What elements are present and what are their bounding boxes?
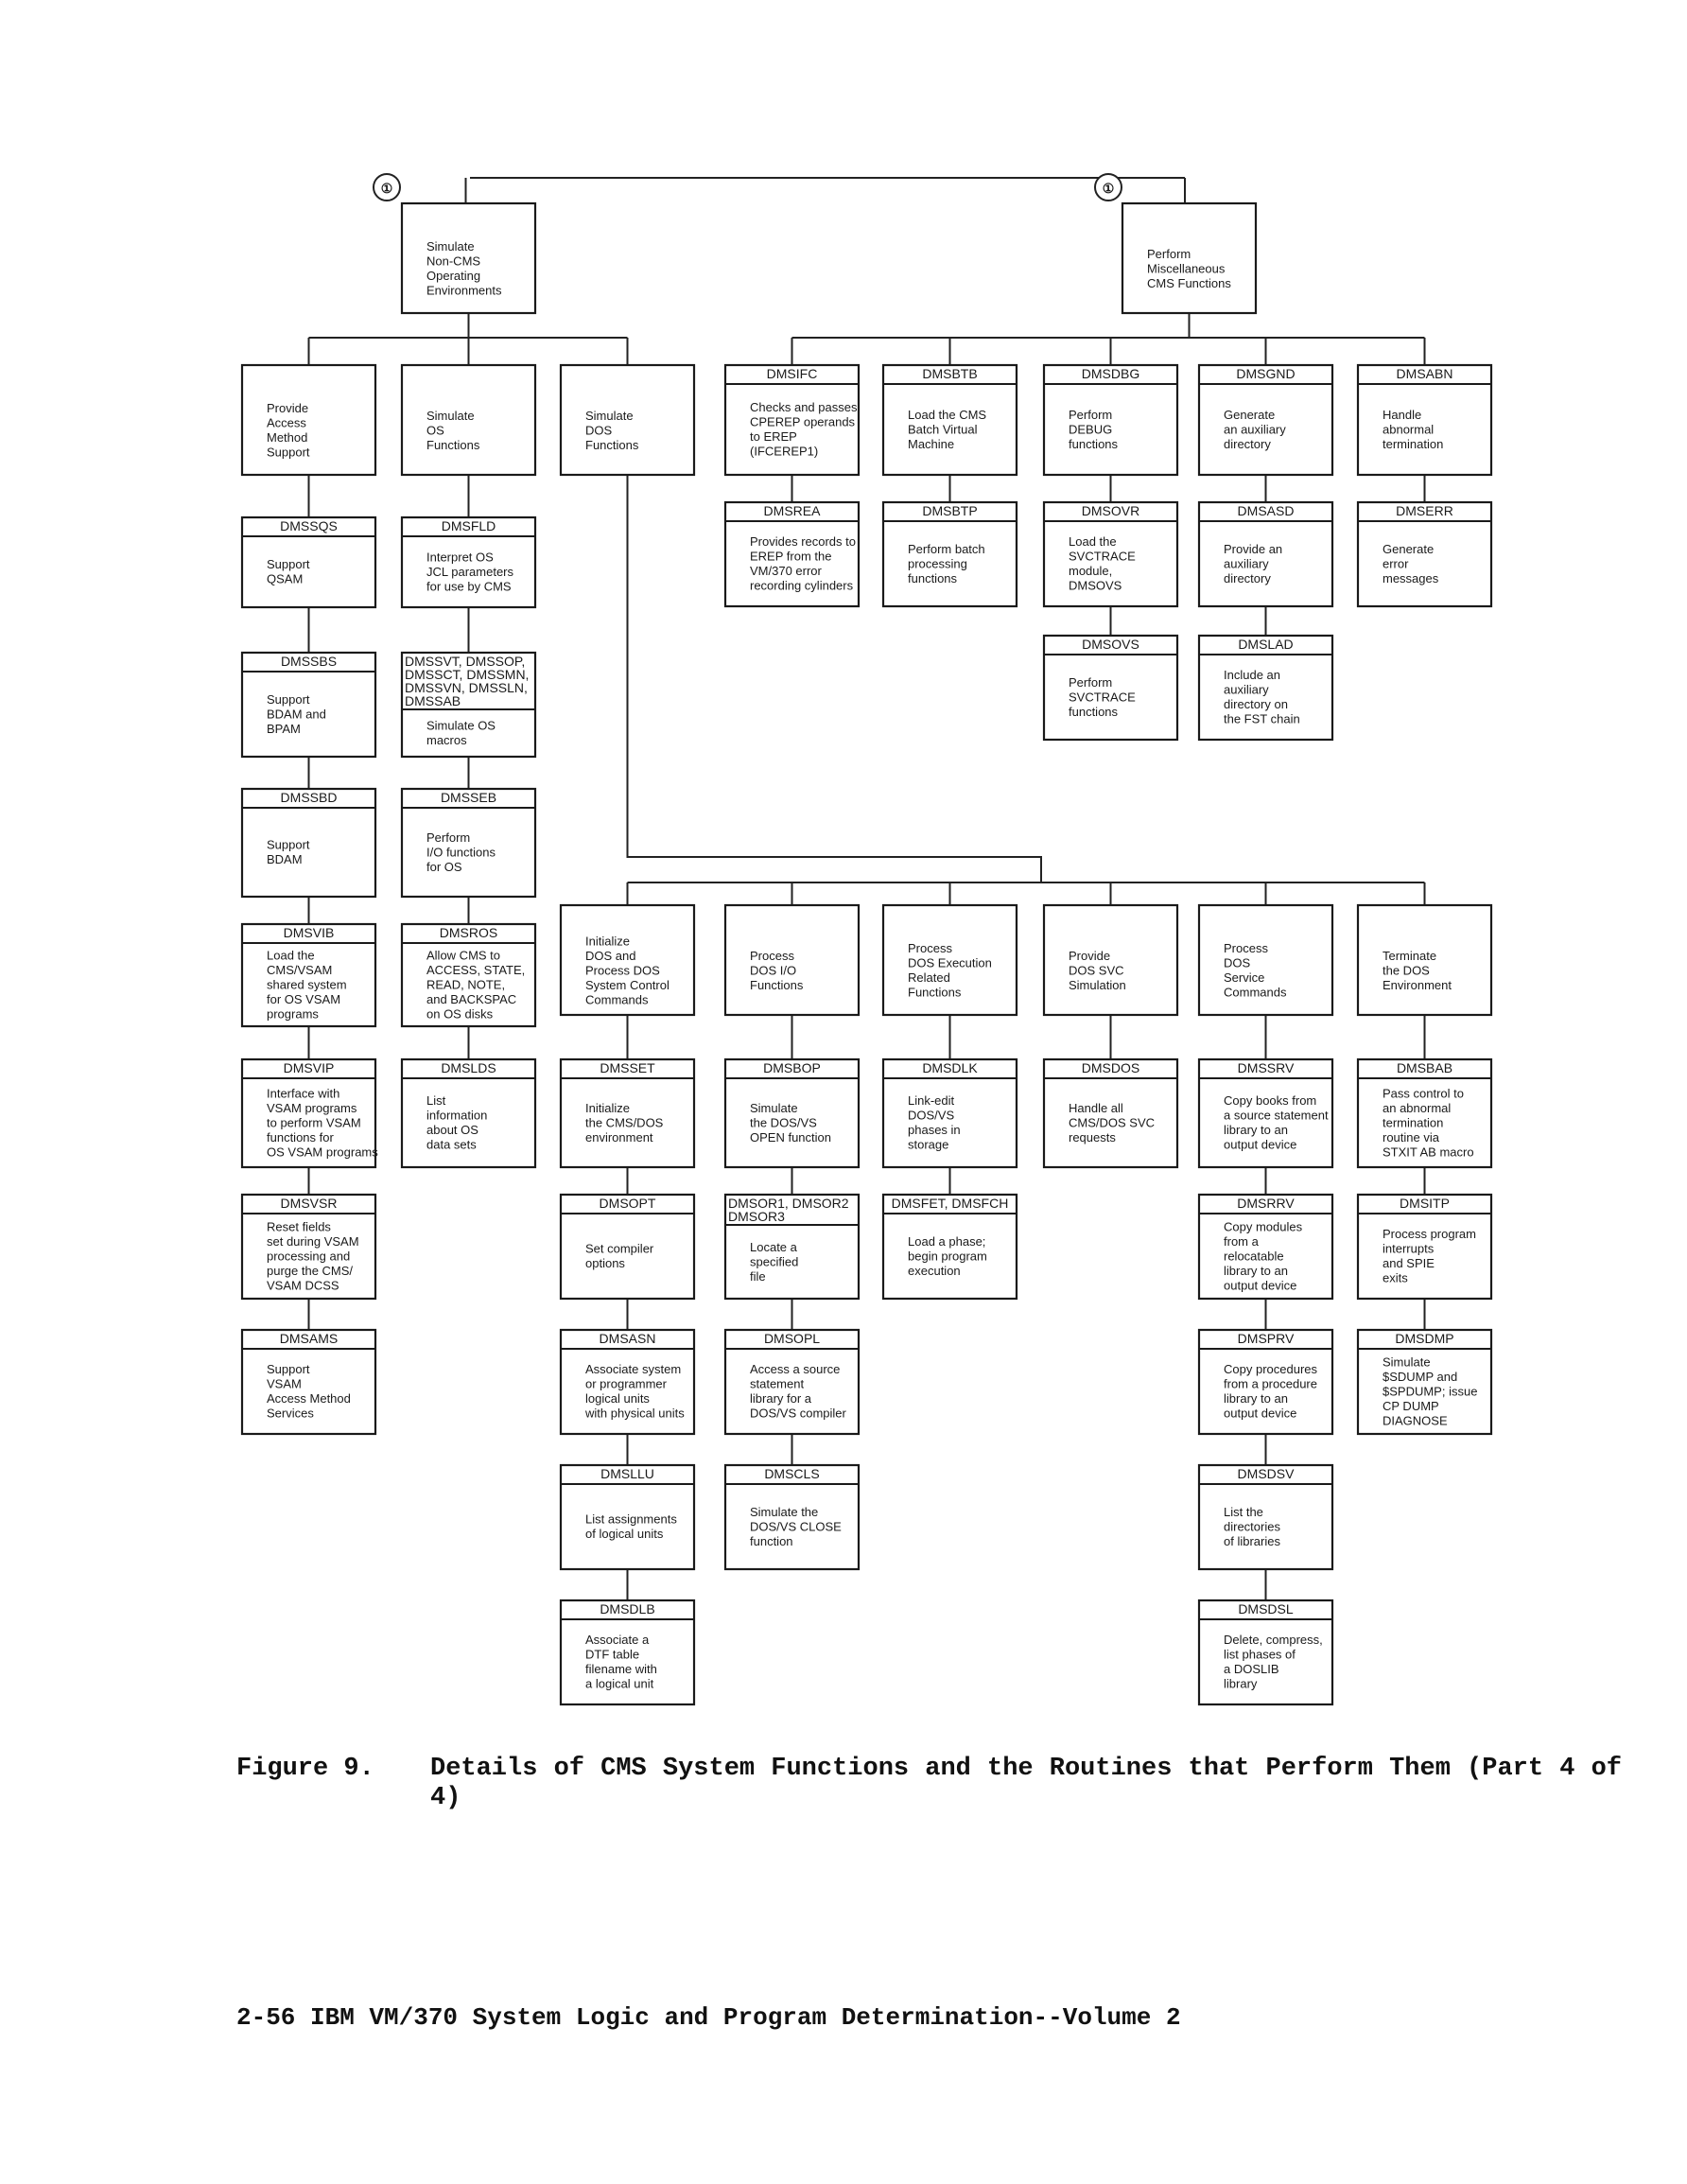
box-description: Allow CMS to ACCESS, STATE, READ, NOTE, and BACKSPAC on OS disks [426, 948, 526, 1022]
box-description: Simulate OS macros [426, 718, 496, 747]
box-description: Simulate OS Functions [426, 408, 480, 452]
box-outline [1358, 365, 1491, 475]
box-description: Handle all CMS/DOS SVC requests [1069, 1100, 1156, 1144]
module-box-dmsdmp [1358, 1330, 1491, 1434]
offpage-connector-label: ① [1102, 182, 1115, 197]
offpage-connector-label: ① [380, 182, 393, 197]
module-name: DMSRRV [1237, 1196, 1295, 1211]
module-name: DMSVIP [283, 1060, 335, 1075]
box-description: Simulate DOS Functions [585, 408, 639, 452]
box-description: Support VSAM Access Method Services [267, 1362, 351, 1421]
box-description: Provide an auxiliary directory [1224, 541, 1283, 585]
module-box-dmserr [1358, 502, 1491, 606]
module-box-dmsbtp [883, 502, 1017, 606]
module-name: DMSBOP [763, 1060, 821, 1075]
module-name: DMSSRV [1237, 1060, 1295, 1075]
function-box [1044, 905, 1177, 1015]
function-box [242, 365, 375, 475]
box-description: Support BDAM [267, 837, 310, 866]
module-name: DMSSBS [280, 654, 338, 669]
function-box [561, 905, 694, 1015]
box-description: Handle abnormal termination [1383, 407, 1444, 451]
module-name: DMSOPT [599, 1196, 656, 1211]
function-box [1358, 905, 1491, 1015]
module-box-dmsitp [1358, 1195, 1491, 1299]
module-box-dmslad [1199, 636, 1332, 740]
module-box-dmsset [561, 1059, 694, 1167]
module-box-dmssvt [402, 653, 535, 757]
module-name: DMSDOS [1081, 1060, 1140, 1075]
box-description: Perform Miscellaneous CMS Functions [1147, 246, 1231, 290]
module-name: DMSDLK [922, 1060, 978, 1075]
box-description: Perform batch processing functions [908, 541, 985, 585]
module-box-dmsabn [1358, 365, 1491, 475]
box-description: Simulate $SDUMP and $SPDUMP; issue CP DUMP DIAGNOSE [1383, 1354, 1478, 1428]
box-description: Pass control to an abnormal termination routine via STXIT AB macro [1383, 1086, 1474, 1160]
module-name: DMSOVS [1082, 637, 1139, 652]
module-name: DMSSEB [440, 790, 497, 805]
module-box-dmsovs [1044, 636, 1177, 740]
module-box-dmsrrv [1199, 1195, 1332, 1299]
module-name: DMSBAB [1396, 1060, 1453, 1075]
module-name: DMSAMS [279, 1331, 339, 1346]
box-description: Perform I/O functions for OS [426, 830, 496, 874]
box-description: Copy books from a source statement library to an output device [1224, 1093, 1329, 1152]
box-description: Provide Access Method Support [267, 401, 310, 460]
module-box-dmsfld [402, 517, 535, 607]
module-name: DMSDBG [1081, 366, 1140, 381]
module-name: DMSIFC [766, 366, 818, 381]
module-name: DMSABN [1396, 366, 1453, 381]
box-description: Provide DOS SVC Simulation [1069, 948, 1126, 992]
box-description: Process DOS Execution Related Functions [908, 941, 992, 1000]
nodes [242, 203, 1491, 1704]
box-description: Set compiler options [585, 1241, 654, 1270]
box-description: Interface with VSAM programs to perform VSAM functions for OS VSAM programs [267, 1086, 378, 1160]
module-name: DMSDLB [600, 1601, 655, 1616]
module-box-dmscls [725, 1465, 859, 1569]
box-description: Process program interrupts and SPIE exits [1383, 1227, 1476, 1285]
box-outline [1044, 905, 1177, 1015]
module-name: DMSOR1, DMSOR2 DMSOR3 [728, 1196, 849, 1224]
function-box [725, 905, 859, 1015]
box-description: List information about OS data sets [426, 1093, 488, 1152]
module-name: DMSGND [1236, 366, 1296, 381]
module-box-dmsdsl [1199, 1600, 1332, 1704]
figure-number: Figure 9. [236, 1755, 374, 1783]
module-box-dmsasd [1199, 502, 1332, 606]
module-box-dmssbs [242, 653, 375, 757]
root-function-box [402, 203, 535, 313]
module-name: DMSVIB [283, 925, 335, 940]
figure-title: Details of CMS System Functions and the Routines that Perform Them (Part 4 of 4) [430, 1755, 1622, 1812]
module-name: DMSSVT, DMSSOP, DMSSCT, DMSSMN, DMSSVN, DMSSLN, DMSSAB [405, 654, 530, 708]
box-description: Associate system or programmer logical units with physical units [585, 1362, 685, 1421]
box-description: Checks and passes CPEREP operands to EREP (IFCEREP1) [750, 400, 858, 459]
box-description: List the directories of libraries [1224, 1504, 1280, 1548]
box-description: Delete, compress, list phases of a DOSLIB library [1224, 1633, 1323, 1691]
module-box-dmsbtb [883, 365, 1017, 475]
module-name: DMSSBD [280, 790, 338, 805]
module-box-dmsopt [561, 1195, 694, 1299]
module-box-dmsllu [561, 1465, 694, 1569]
module-name: DMSPRV [1237, 1331, 1295, 1346]
box-description: Provides records to EREP from the VM/370 error recording cylinders [750, 534, 856, 593]
box-description: Terminate the DOS Environment [1383, 948, 1452, 992]
root-function-box [1122, 203, 1256, 313]
box-description: Reset fields set during VSAM processing and purge the CMS/ VSAM DCSS [267, 1219, 359, 1293]
module-name: DMSOPL [763, 1331, 821, 1346]
box-description: List assignments of logical units [585, 1511, 677, 1541]
module-box-dmsvib [242, 924, 375, 1026]
box-description: Simulate Non-CMS Operating Environments [426, 239, 502, 298]
module-box-dmssqs [242, 517, 375, 607]
module-name: DMSDSV [1237, 1466, 1295, 1481]
page-footer: 2-56 IBM VM/370 System Logic and Program Determination--Volume 2 [236, 2003, 1181, 2032]
box-description: Initialize the CMS/DOS environment [585, 1100, 664, 1144]
module-box-dmssbd [242, 789, 375, 897]
module-name: DMSBTB [922, 366, 978, 381]
module-box-dmsdbg [1044, 365, 1177, 475]
module-name: DMSVSR [280, 1196, 338, 1211]
module-name: DMSCLS [764, 1466, 820, 1481]
module-name: DMSSQS [280, 518, 338, 533]
module-box-dmslds [402, 1059, 535, 1167]
module-box-dmsasn [561, 1330, 694, 1434]
module-box-dmsdos [1044, 1059, 1177, 1167]
module-box-dmsor1 [725, 1195, 859, 1299]
module-box-dmsvsr [242, 1195, 375, 1299]
module-box-dmsfet [883, 1195, 1017, 1299]
module-box-dmsdlk [883, 1059, 1017, 1167]
module-box-dmsrea [725, 502, 859, 606]
module-name: DMSDSL [1238, 1601, 1294, 1616]
box-description: Link-edit DOS/VS phases in storage [908, 1093, 961, 1152]
module-box-dmsdsv [1199, 1465, 1332, 1569]
module-name: DMSLLU [600, 1466, 654, 1481]
module-name: DMSERR [1396, 503, 1453, 518]
box-description: Copy procedures from a procedure library to an output device [1224, 1362, 1317, 1421]
module-name: DMSFLD [441, 518, 496, 533]
module-box-dmsams [242, 1330, 375, 1434]
box-description: Load the SVCTRACE module, DMSOVS [1069, 534, 1136, 593]
function-box [1199, 905, 1332, 1015]
module-box-dmssrv [1199, 1059, 1332, 1167]
module-name: DMSASD [1237, 503, 1295, 518]
box-description: Load the CMS/VSAM shared system for OS VSAM programs [267, 948, 347, 1022]
module-box-dmsvip [242, 1059, 378, 1167]
module-name: DMSDMP [1395, 1331, 1454, 1346]
module-name: DMSBTP [922, 503, 978, 518]
function-box [402, 365, 535, 475]
box-description: Access a source statement library for a DOS/VS compiler [750, 1362, 846, 1421]
box-description: Perform SVCTRACE functions [1069, 674, 1136, 719]
module-box-dmsgnd [1199, 365, 1332, 475]
module-box-dmsifc [725, 365, 859, 475]
module-box-dmsseb [402, 789, 535, 897]
module-name: DMSASN [599, 1331, 656, 1346]
module-name: DMSITP [1400, 1196, 1450, 1211]
box-description: Simulate the DOS/VS CLOSE function [750, 1504, 842, 1548]
function-box [883, 905, 1017, 1015]
box-description: Process DOS I/O Functions [750, 948, 804, 992]
module-name: DMSLAD [1238, 637, 1294, 652]
module-box-dmsros [402, 924, 535, 1026]
box-description: Process DOS Service Commands [1224, 941, 1287, 1000]
module-name: DMSROS [439, 925, 498, 940]
box-description: Copy modules from a relocatable library to an output device [1224, 1219, 1303, 1293]
box-description: Initialize DOS and Process DOS System Control Commands [585, 934, 670, 1007]
module-name: DMSSET [600, 1060, 655, 1075]
box-description: Generate an auxiliary directory [1224, 407, 1286, 451]
box-description: Load the CMS Batch Virtual Machine [908, 407, 987, 451]
module-name: DMSREA [763, 503, 821, 518]
box-description: Simulate the DOS/VS OPEN function [750, 1100, 831, 1144]
module-box-dmsprv [1199, 1330, 1332, 1434]
box-description: Generate error messages [1383, 541, 1439, 585]
box-description: Perform DEBUG functions [1069, 407, 1119, 451]
module-name: DMSOVR [1081, 503, 1140, 518]
box-description: Locate a specified file [750, 1239, 799, 1284]
box-description: Include an auxiliary directory on the FST chain [1224, 668, 1300, 726]
module-box-dmsbab [1358, 1059, 1491, 1167]
box-description: Load a phase; begin program execution [908, 1233, 987, 1278]
box-description: Support BDAM and BPAM [267, 691, 326, 736]
module-name: DMSFET, DMSFCH [891, 1196, 1009, 1211]
module-box-dmsovr [1044, 502, 1177, 606]
box-description: Support QSAM [267, 557, 310, 586]
module-box-dmsbop [725, 1059, 859, 1167]
module-box-dmsdlb [561, 1600, 694, 1704]
box-description: Interpret OS JCL parameters for use by CMS [426, 550, 513, 594]
box-description: Associate a DTF table filename with a logical unit [585, 1633, 657, 1691]
function-box [561, 365, 694, 475]
module-box-dmsopl [725, 1330, 859, 1434]
module-name: DMSLDS [441, 1060, 496, 1075]
